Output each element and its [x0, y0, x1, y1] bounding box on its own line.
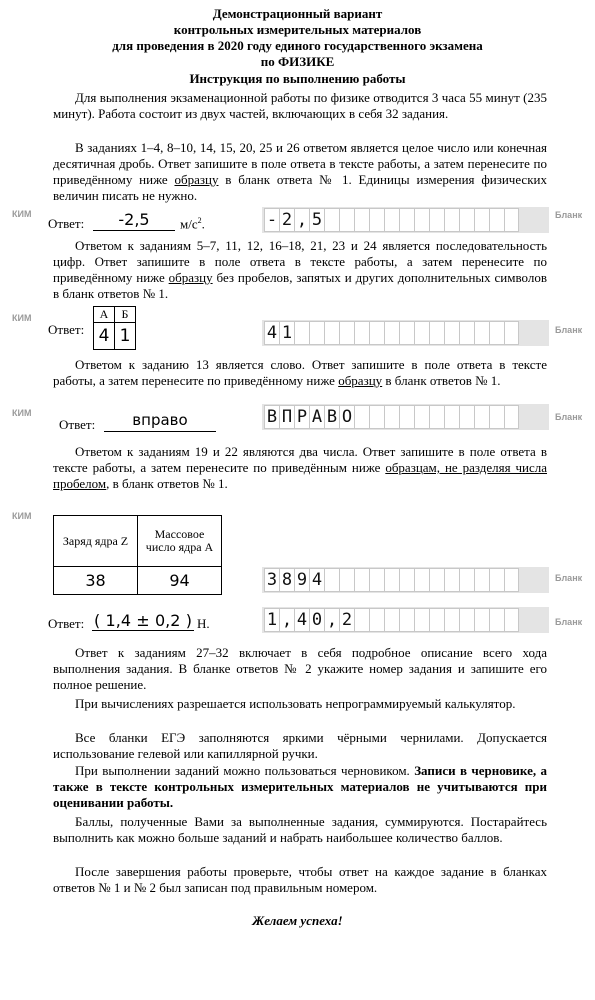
answer-form-cell	[369, 405, 384, 429]
answer-form-cell	[444, 608, 459, 632]
answer-form-cell	[384, 405, 399, 429]
answer-form-cell	[459, 405, 474, 429]
answer-form-cell: П	[279, 405, 294, 429]
calculator-note: При вычислениях разрешается использовать непрограммируемый калькулятор.	[75, 696, 516, 711]
answer-form-cell: 3	[264, 568, 279, 592]
sample-link: образцу	[174, 172, 219, 187]
mass-number-value: 94	[138, 567, 222, 595]
answer-form-cell	[459, 608, 474, 632]
answer-form-cell	[474, 321, 489, 345]
answer-form-cell	[414, 608, 429, 632]
answer-form-cell	[459, 568, 474, 592]
answer-form-cell: 4	[309, 568, 324, 592]
answer-form-cell	[339, 208, 354, 232]
answer-form-cell	[399, 405, 414, 429]
answer-form-cell	[384, 608, 399, 632]
answer-form-cell	[354, 405, 369, 429]
answer-form-cell	[399, 208, 414, 232]
answer-label: Ответ:	[48, 322, 85, 337]
two-number-answer-instructions: Ответом к заданиям 19 и 22 являются два числа. Ответ запишите в поле ответа в тексте работы, а затем перенесите по приведённым ниже образцам, не разделяя числа пробелом, в бланк ответов № 1.	[53, 444, 547, 491]
nucleus-table	[53, 515, 222, 595]
charge-header: Заряд ядра Z	[54, 516, 138, 567]
answer-form-cell	[354, 568, 369, 592]
answer-form-cell	[384, 321, 399, 345]
answer-form-cell	[444, 208, 459, 232]
doc-title-line3: для проведения в 2020 году единого государственного экзамена	[112, 38, 483, 53]
answer-label: Ответ:	[48, 216, 85, 231]
word-answer-instructions: Ответом к заданию 13 является слово. Ответ запишите в поле ответа в тексте работы, а затем перенесите по приведённому ниже образцу в бланк ответов № 1.	[53, 357, 547, 388]
answer-unit: Н.	[197, 616, 210, 631]
answer-form-cell: 8	[279, 568, 294, 592]
answer-handwritten-value: вправо	[104, 411, 216, 432]
answer-form-cell: ,	[279, 608, 294, 632]
integer-answer-instructions: В заданиях 1–4, 8–10, 14, 15, 20, 25 и 26 ответом является целое число или конечная десятичная дробь. Ответ запишите в поле ответа в тексте работы, а затем перенесите по приведённому ниже образцу в бланк ответа № 1. Единицы измерения физических величин писать не нужно.	[53, 140, 547, 203]
answer-form-cell	[474, 405, 489, 429]
answer-form-cell	[399, 608, 414, 632]
answer-form-cell	[444, 568, 459, 592]
answer-form-cell	[399, 321, 414, 345]
answer-form-cells	[264, 321, 519, 345]
blank-side-label: Бланк	[555, 573, 583, 583]
sample-link: образцам, не разделяя числа пробелом	[53, 460, 547, 491]
answer-form-cell: 1	[279, 321, 294, 345]
answer-form-cell	[339, 568, 354, 592]
answer-form-cell: 2	[279, 208, 294, 232]
closing-wish: Желаем успеха!	[252, 913, 343, 928]
final-check-note: После завершения работы проверьте, чтобы ответ на каждое задание в бланках ответов № 1 и № 2 был записан под правильным номером.	[53, 864, 547, 895]
answer-form-cell: 9	[294, 568, 309, 592]
blank-side-label: Бланк	[555, 325, 583, 335]
answer-form-cell	[339, 321, 354, 345]
answer-form-cell	[429, 405, 444, 429]
answer-form-cell	[429, 321, 444, 345]
answer-form-cell	[369, 608, 384, 632]
column-a-header: А	[94, 307, 115, 323]
answer-form-cell	[429, 608, 444, 632]
answer-form-cell	[459, 208, 474, 232]
answer-form-cell	[354, 321, 369, 345]
blank-side-label: Бланк	[555, 412, 583, 422]
mass-number-header: Массовое число ядра A	[138, 516, 222, 567]
answer-form-cell	[369, 568, 384, 592]
answer-form-cell	[504, 321, 519, 345]
answer-form-cell: В	[324, 405, 339, 429]
sample-link: образцу	[338, 373, 383, 388]
answer-form-cell	[354, 608, 369, 632]
answer-form-cells	[264, 208, 519, 232]
charge-value: 38	[54, 567, 138, 595]
answer-form-cell: Р	[294, 405, 309, 429]
answer-form-cell: 4	[264, 321, 279, 345]
blank-side-label: Бланк	[555, 210, 583, 220]
answer-form-cell	[444, 405, 459, 429]
answer-form-cell	[489, 208, 504, 232]
sample-link: образцу	[168, 270, 213, 285]
blank-side-label: Бланк	[555, 617, 583, 627]
answer-form-cell	[414, 321, 429, 345]
answer-form-cell	[294, 321, 309, 345]
kim-side-label: КИМ	[12, 408, 32, 418]
instruction-title: Инструкция по выполнению работы	[189, 71, 406, 86]
answer-handwritten-value: -2,5	[93, 210, 175, 231]
answer-form-cell	[444, 321, 459, 345]
answer-unit: $м/с^2$.	[180, 216, 205, 232]
answer-form-cell: 2	[339, 608, 354, 632]
answer-form-cell: ,	[324, 608, 339, 632]
kim-side-label: КИМ	[12, 511, 32, 521]
answer-form-cell	[384, 568, 399, 592]
kim-side-label: КИМ	[12, 209, 32, 219]
answer-form-cell: А	[309, 405, 324, 429]
answer-form-cell	[504, 568, 519, 592]
answer-form-cell	[414, 568, 429, 592]
answer-form-cell	[429, 568, 444, 592]
answer-form-cell	[489, 321, 504, 345]
answer-form-cell	[429, 208, 444, 232]
answer-form-cell	[384, 208, 399, 232]
answer-form-cell	[504, 405, 519, 429]
answer-form-cell	[414, 208, 429, 232]
answer-form-cell: 1	[264, 608, 279, 632]
draft-note: При выполнении заданий можно пользоваться черновиком. Записи в черновике, а также в тексте контрольных измерительных материалов не учитываются при оценивании работы.	[53, 763, 547, 810]
answer-form-cell	[414, 405, 429, 429]
answer-form-cell: О	[339, 405, 354, 429]
scoring-note: Баллы, полученные Вами за выполненные задания, суммируются. Постарайтесь выполнить как можно больше заданий и набрать наибольшее количество баллов.	[53, 814, 547, 845]
answer-form-cell	[324, 208, 339, 232]
answer-form-cell	[324, 568, 339, 592]
column-a-value: 4	[94, 323, 115, 350]
answer-form-cell: 0	[309, 608, 324, 632]
answer-form-cell	[474, 568, 489, 592]
answer-form-cell	[369, 208, 384, 232]
ink-note: Все бланки ЕГЭ заполняются яркими чёрными чернилами. Допускается использование гелевой или капиллярной ручки.	[53, 730, 547, 761]
answer-form-cell	[489, 568, 504, 592]
sequence-answer-instructions: Ответом к заданиям 5–7, 11, 12, 16–18, 21, 23 и 24 является последовательность цифр. Ответ запишите в поле ответа в тексте работы, а затем перенесите по приведённому ниже образцу без пробелов, запятых и других дополнительных символов в бланк ответов № 1.	[53, 238, 547, 301]
column-b-header: Б	[115, 307, 136, 323]
answer-form-cell: В	[264, 405, 279, 429]
detailed-answer-instructions: Ответ к заданиям 27–32 включает в себя подробное описание всего хода выполнения задания. В бланке ответов № 2 укажите номер задания и запишите его полное решение.	[53, 645, 547, 692]
answer-form-cell	[399, 568, 414, 592]
answer-form-cells	[264, 608, 519, 632]
column-b-value: 1	[115, 323, 136, 350]
answer-form-cell	[309, 321, 324, 345]
answer-handwritten-value: ( 1,4 ± 0,2 )	[94, 611, 192, 630]
answer-form-cell	[459, 321, 474, 345]
answer-label: Ответ:	[48, 616, 85, 631]
answer-label: Ответ:	[59, 417, 96, 432]
answer-form-cell	[474, 608, 489, 632]
answer-form-cell	[324, 321, 339, 345]
answer-form-cell	[504, 208, 519, 232]
doc-title-line2: контрольных измерительных материалов	[173, 22, 422, 37]
answer-form-cell	[489, 608, 504, 632]
answer-form-cells	[264, 405, 519, 429]
answer-form-cell	[354, 208, 369, 232]
answer-form-cell: 5	[309, 208, 324, 232]
answer-form-cells	[264, 568, 519, 592]
kim-side-label: КИМ	[12, 313, 32, 323]
answer-form-cell	[474, 208, 489, 232]
answer-form-cell	[369, 321, 384, 345]
doc-title-line1: Демонстрационный вариант	[212, 6, 383, 21]
letter-digit-table	[93, 306, 136, 350]
answer-form-cell	[504, 608, 519, 632]
intro-paragraph: Для выполнения экзаменационной работы по физике отводится 3 часа 55 минут (235 минут). Работа состоит из двух частей, включающих в себя 32 задания.	[53, 90, 547, 121]
answer-form-cell: ,	[294, 208, 309, 232]
doc-title-line4: по ФИЗИКЕ	[260, 54, 335, 69]
answer-form-cell	[489, 405, 504, 429]
answer-form-cell: 4	[294, 608, 309, 632]
answer-form-cell: -	[264, 208, 279, 232]
